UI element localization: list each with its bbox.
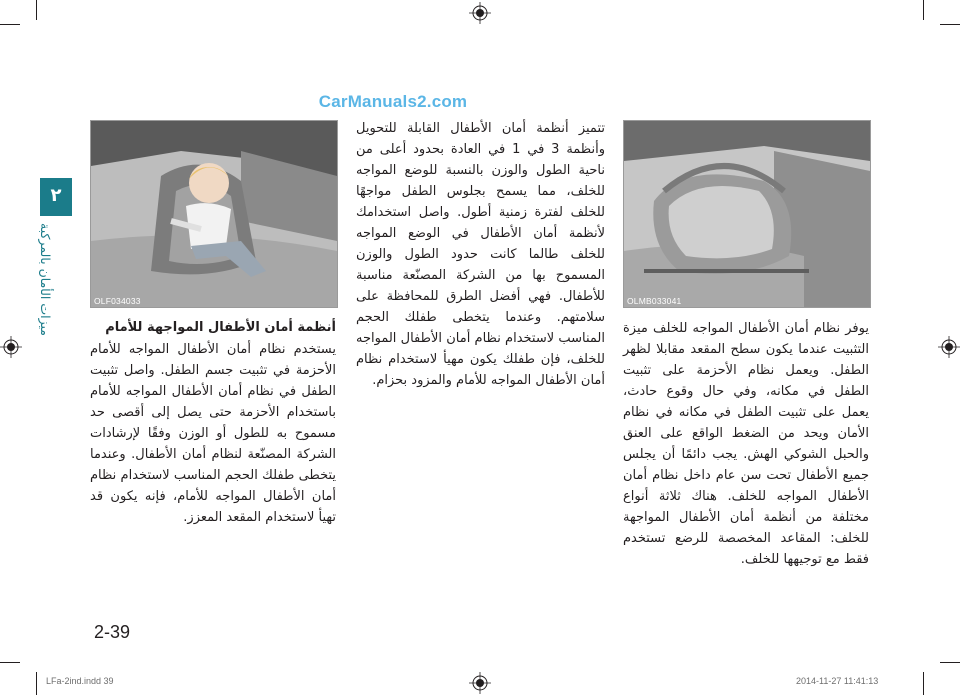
- registration-mark-icon: [469, 672, 491, 694]
- registration-mark-icon: [0, 336, 22, 358]
- text-column-middle: [356, 118, 605, 391]
- forward-facing-seat-illustration: [91, 121, 337, 307]
- text-column-right: [623, 318, 869, 570]
- crop-mark: [36, 0, 37, 20]
- photo-rear-facing-seat: [623, 120, 871, 308]
- crop-mark: [923, 0, 924, 20]
- footer-file: LFa-2ind.indd 39: [46, 676, 114, 686]
- crop-mark: [940, 24, 960, 25]
- section-heading: أنظمة أمان الأطفال المواجهة للأمام: [105, 320, 336, 335]
- watermark-text: CarManuals2.com: [318, 92, 468, 111]
- rear-facing-seat-illustration: [624, 121, 870, 307]
- figure-code: OLMB033041: [627, 296, 682, 306]
- chapter-title: ميزات الأمان بالمركبة: [38, 223, 53, 336]
- paragraph-forward-facing: يستخدم نظام أمان الأطفال المواجه للأمام الأحزمة في تثبيت جسم الطفل. واصل تثبيت الطفل في نظام أمان الأطفال المواجه للأمام باستخدام الأحزمة حتى يصل إلى أقصى حد مسموح به للطول أو الوزن وفقًا لإرشادات الشركة المصنّعة لنظام أمان الأطفال. وعندما يتخطى طفلك الحجم المناسب لاستخدام نظام أمان الأطفال المواجه للأمام، فإنه يكون قد تهيأ لاستخدام المقعد المعزز.: [90, 342, 336, 525]
- crop-mark: [36, 672, 37, 695]
- crop-mark: [0, 24, 20, 25]
- crop-mark: [923, 672, 924, 695]
- registration-mark-icon: [469, 2, 491, 24]
- chapter-tab: ٢: [40, 178, 72, 216]
- registration-mark-icon: [938, 336, 960, 358]
- paragraph-convertible-seats: تتميز أنظمة أمان الأطفال القابلة للتحويل وأنظمة 3 في 1 في العادة بحدود أعلى من ناحية الطول والوزن بالنسبة للوضع المواجه للخلف، مما يسمح بجلوس الطفل مواجهًا للخلف لفترة زمنية أطول. واصل استخدامك لأنظمة أمان الأطفال في الوضع المواجه للخلف طالما كانت حدود الطول والوزن المسموح بها من الشركة المصنّعة مناسبة للأطفال. فهي أفضل الطرق للمحافظة على سلامتهم. وعندما يتخطى طفلك الحجم المناسب لاستخدام نظام أمان الأطفال المواجه للخلف، فإن طفلك يكون مهيأ لاستخدام نظام أمان الأطفال المواجه للأمام والمزود بحزام.: [356, 121, 605, 388]
- photo-forward-facing-seat: [90, 120, 338, 308]
- paragraph-rear-facing: يوفر نظام أمان الأطفال المواجه للخلف ميزة التثبيت عندما يكون سطح المقعد مقابلا لظهر الطفل. ويعمل نظام الأحزمة على تثبيت الطفل في مكانه، وفي حال وقوع حادث، يعمل على تثبيت الطفل في مكانه في نظام الأمان ويحد من الضغط الواقع على العنق والحبل الشوكي الهش. يجب دائمًا أن يجلس جميع الأطفال تحت سن عام داخل نظام أمان الأطفال المواجه للخلف. هناك ثلاثة أنواع مختلفة من أنظمة أمان الأطفال المواجهة للخلف: المقاعد المخصصة للرضع تستخدم فقط مع توجيهها للخلف.: [623, 321, 869, 567]
- crop-mark: [940, 662, 960, 663]
- figure-code: OLF034033: [94, 296, 141, 306]
- crop-mark: [0, 662, 20, 663]
- text-column-left: [90, 318, 336, 528]
- footer-date: 2014-11-27 11:41:13: [796, 676, 879, 686]
- page-number: 2-39: [94, 622, 131, 642]
